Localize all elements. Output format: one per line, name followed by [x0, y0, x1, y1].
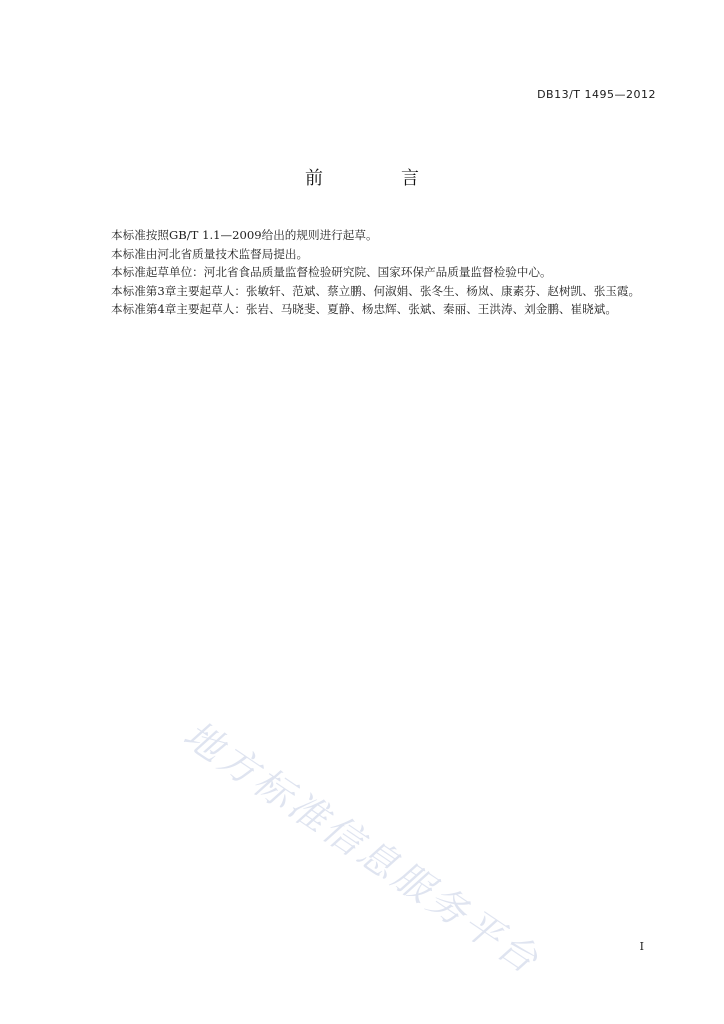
- paragraph-chapter3-drafters: 本标准第3章主要起草人：张敏轩、范斌、蔡立鹏、何淑娟、张冬生、杨岚、康素芬、赵树凯、张玉霞。: [111, 283, 641, 298]
- paragraph-proposer: 本标准由河北省质量技术监督局提出。: [111, 246, 309, 261]
- standard-code: DB13/T 1495—2012: [537, 88, 656, 101]
- page-title: 前 言: [305, 168, 449, 189]
- paragraph-drafting-units: 本标准起草单位：河北省食品质量监督检验研究院、国家环保产品质量监督检验中心。: [111, 265, 552, 279]
- foreword-body: [88, 226, 660, 319]
- paragraph-drafting-rules: 本标准按照GB/T 1.1—2009给出的规则进行起草。: [111, 228, 378, 242]
- watermark-text: 地方标准信息服务平台: [175, 712, 549, 984]
- paragraph-chapter4-drafters: 本标准第4章主要起草人：张岩、马晓斐、夏静、杨忠辉、张斌、秦丽、王洪涛、刘金鹏、崔晓斌。: [111, 302, 617, 316]
- page-number: I: [639, 940, 644, 953]
